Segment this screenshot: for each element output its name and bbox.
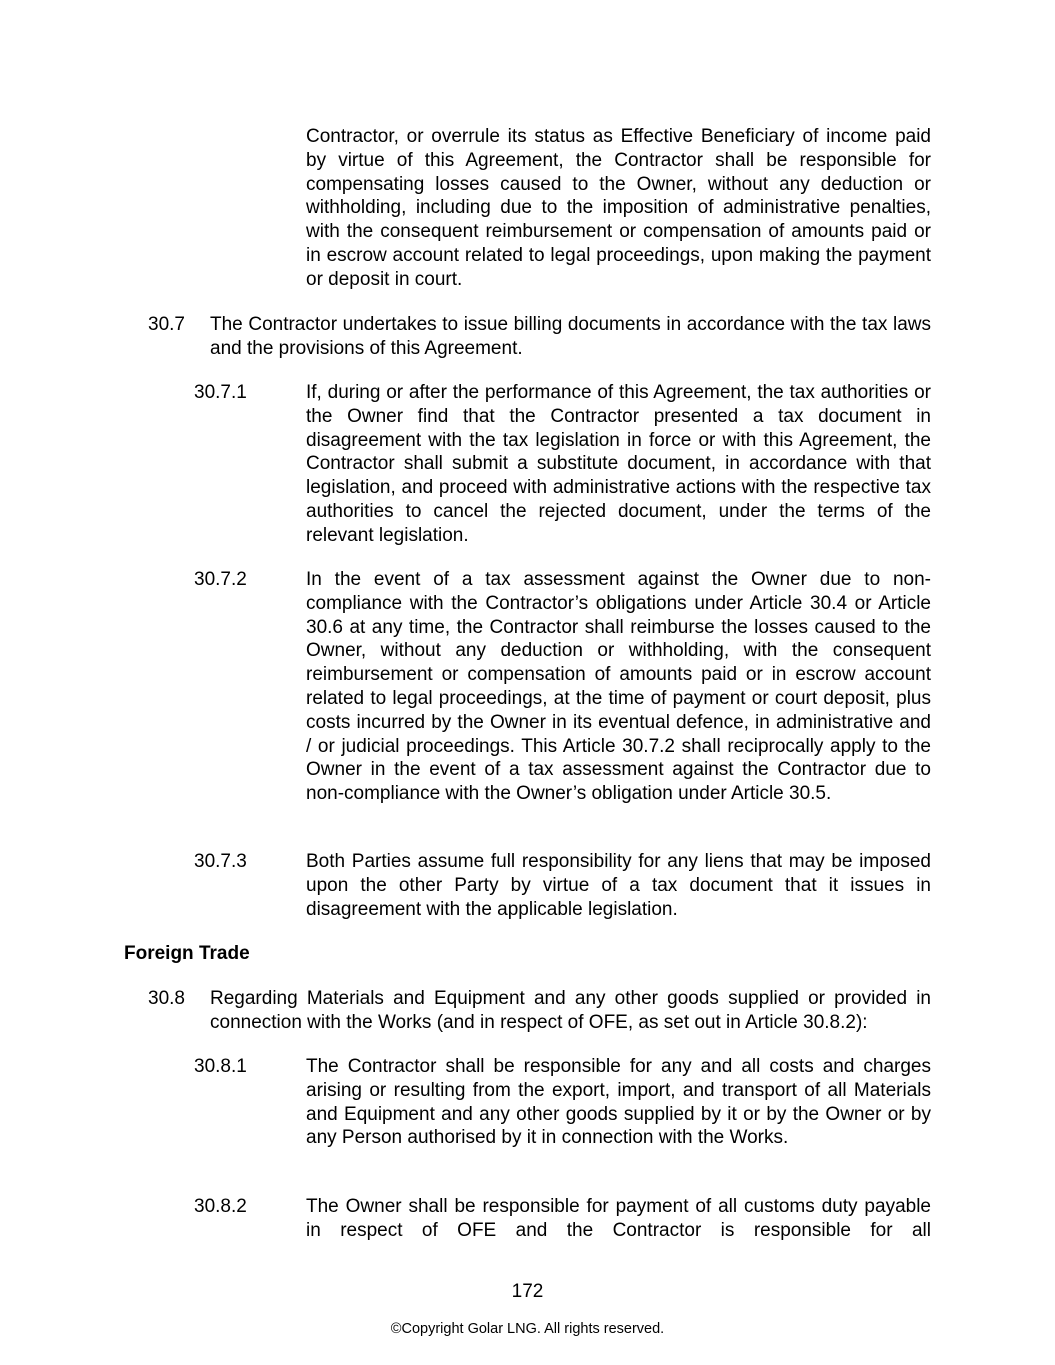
page-number: 172 (511, 1281, 544, 1302)
heading-foreign-trade: Foreign Trade (124, 943, 250, 964)
clause-30-8-2-text: The Owner shall be responsible for payment of all customs duty payable in respect of OFE and the Contractor is responsible for all (306, 1196, 931, 1241)
clause-30-7-2-text: In the event of a tax assessment against the Owner due to non-compliance with the Contractor’s obligations under Article 30.4 or Article 30.6 at any time, the Contractor shall reimburse the losses caused to the Owner, without any deduction or withholding, with the consequent reimbursement or compensation of amounts paid or in escrow account related to legal proceedings, at the time of payment or court deposit, plus costs incurred by the Owner in its eventual defence, in administrative and / or judicial proceedings. This Article 30.7.2 shall reciprocally apply to the Owner in the event of a tax assessment against the Contractor due to non-compliance with the Owner’s obligation under Article 30.5. (306, 569, 931, 805)
clause-30-8-2-number: 30.8.2 (194, 1196, 247, 1217)
clause-30-7-3-number: 30.7.3 (194, 851, 247, 872)
continuation-paragraph: Contractor, or overrule its status as Effective Beneficiary of income paid by virtue of this Agreement, the Contractor shall be responsible for compensating losses caused to the Owner, without any deduction or withholding, including due to the imposition of administrative penalties, with the consequent reimbursement or compensation of amounts paid or in escrow account related to legal proceedings, upon making the payment or deposit in court. (306, 126, 931, 290)
clause-30-7-1-text: If, during or after the performance of this Agreement, the tax authorities or the Owner find that the Contractor presented a tax document in disagreement with the tax legislation in force or with this Agreement, the Contractor shall submit a substitute document, in accordance with that legislation, and proceed with administrative actions with the respective tax authorities to cancel the rejected document, under the terms of the relevant legislation. (306, 382, 931, 546)
clause-30-8-text: Regarding Materials and Equipment and any other goods supplied or provided in connection with the Works (and in respect of OFE, as set out in Article 30.8.2): (210, 988, 931, 1033)
clause-30-7-number: 30.7 (148, 314, 185, 335)
clause-30-7-2-number: 30.7.2 (194, 569, 247, 590)
clause-30-7-3-text: Both Parties assume full responsibility for any liens that may be imposed upon the other Party by virtue of a tax document that it issues in disagreement with the applicable legislation. (306, 851, 931, 920)
clause-30-8-number: 30.8 (148, 988, 185, 1009)
copyright-footer: ©Copyright Golar LNG. All rights reserved. (390, 1321, 665, 1337)
clause-30-8-1-text: The Contractor shall be responsible for any and all costs and charges arising or resulting from the export, import, and transport of all Materials and Equipment and any other goods supplied by it or by the Owner or by any Person authorised by it in connection with the Works. (306, 1056, 931, 1149)
clause-30-7-1-number: 30.7.1 (194, 382, 247, 403)
clause-30-7-text: The Contractor undertakes to issue billing documents in accordance with the tax laws and the provisions of this Agreement. (210, 314, 931, 359)
clause-30-8-1-number: 30.8.1 (194, 1056, 247, 1077)
